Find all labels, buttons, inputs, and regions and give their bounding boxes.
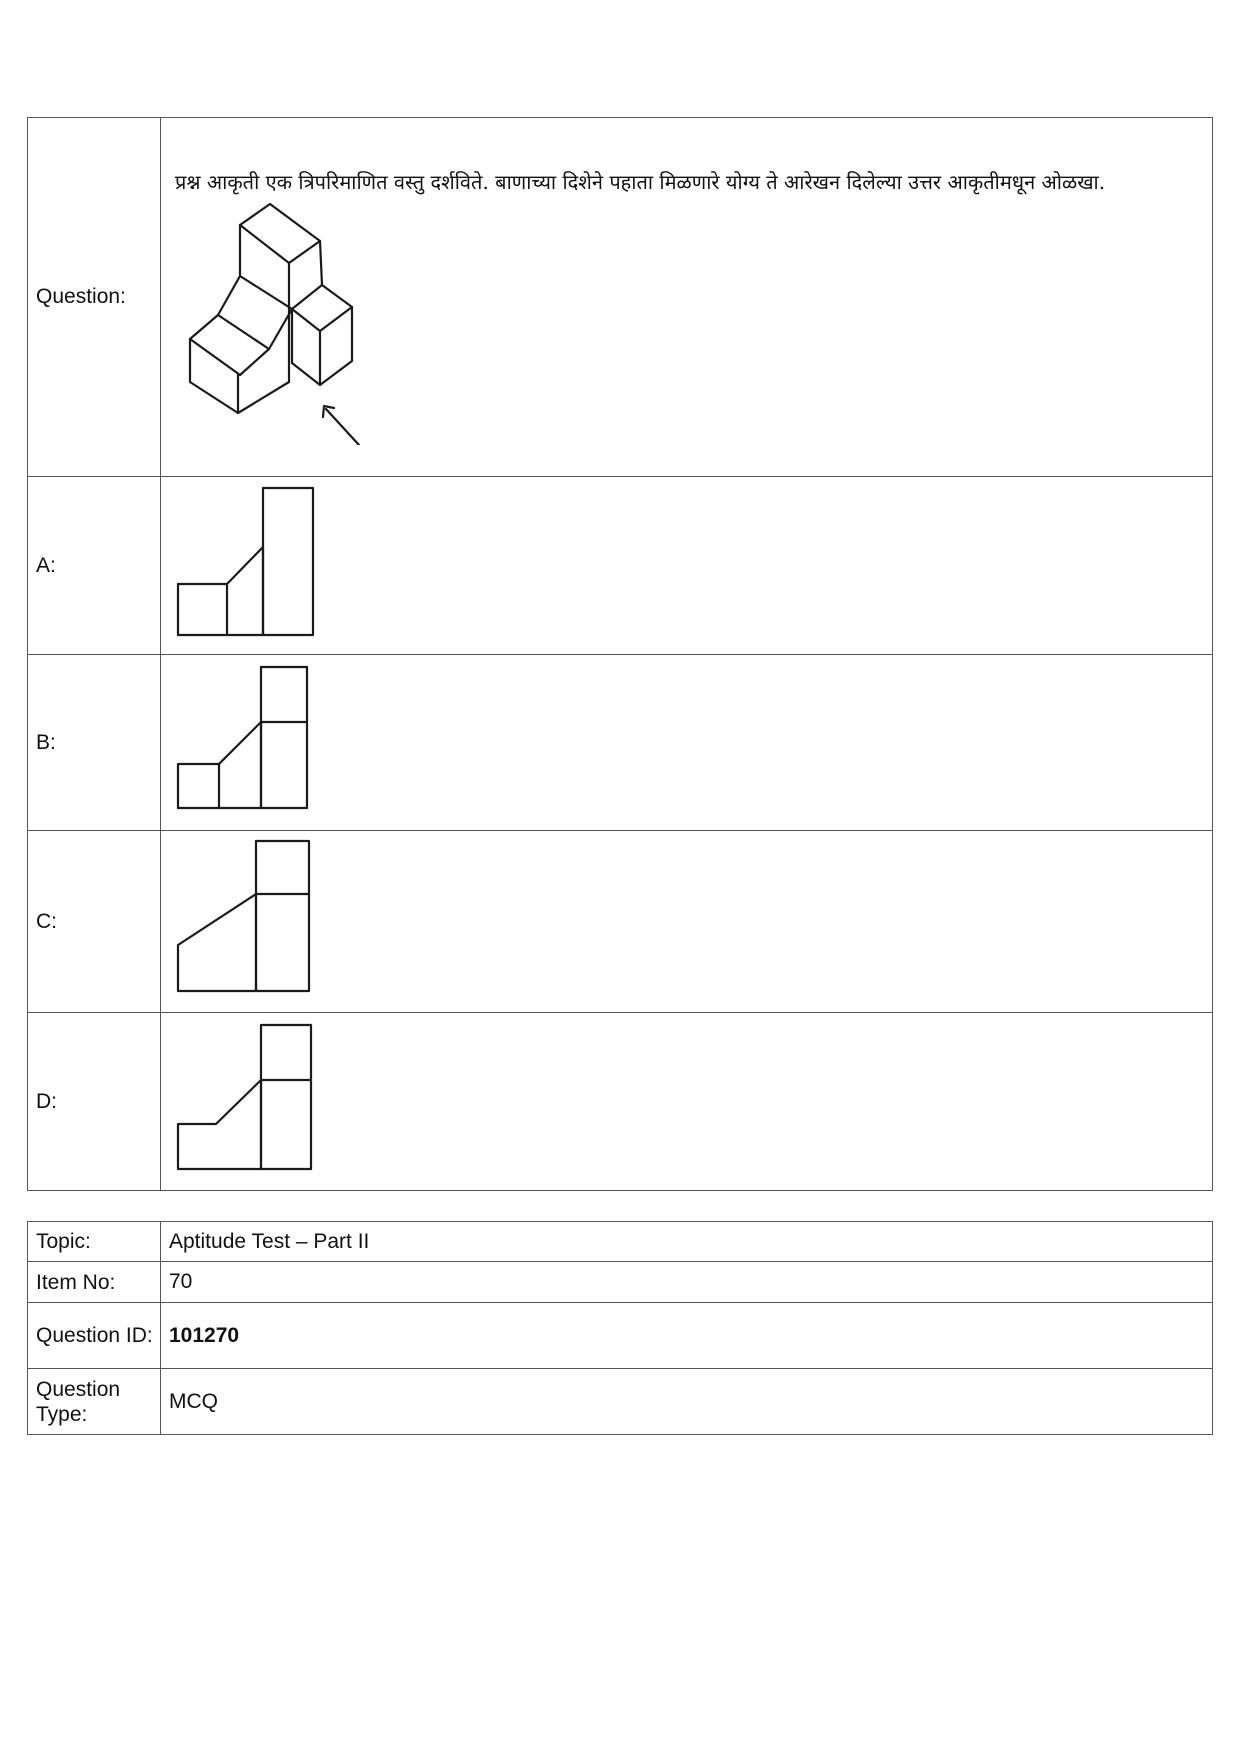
question-type-value: MCQ bbox=[161, 1369, 1213, 1435]
question-id-row bbox=[28, 1303, 1213, 1369]
item-no-label: Item No: bbox=[28, 1262, 161, 1303]
option-c-cell[interactable] bbox=[161, 831, 1213, 1013]
question-id-value: 101270 bbox=[161, 1303, 1213, 1369]
option-b-label: B: bbox=[28, 655, 161, 831]
question-type-label: Question Type: bbox=[28, 1369, 161, 1435]
option-a-figure-icon bbox=[161, 481, 361, 651]
option-c-label: C: bbox=[28, 831, 161, 1013]
question-label: Question: bbox=[28, 118, 161, 477]
option-a-cell[interactable] bbox=[161, 477, 1213, 655]
topic-value: Aptitude Test – Part II bbox=[161, 1222, 1213, 1262]
item-no-row bbox=[28, 1262, 1213, 1303]
question-row bbox=[28, 118, 1213, 477]
option-row-b bbox=[28, 655, 1213, 831]
option-d-label: D: bbox=[28, 1013, 161, 1191]
metadata-table bbox=[27, 1221, 1213, 1435]
option-b-cell[interactable] bbox=[161, 655, 1213, 831]
question-id-label: Question ID: bbox=[28, 1303, 161, 1369]
option-b-figure-icon bbox=[161, 658, 361, 828]
option-row-c bbox=[28, 831, 1213, 1013]
isometric-block-figure-icon bbox=[161, 200, 381, 445]
question-text: प्रश्न आकृती एक त्रिपरिमाणित वस्तु दर्शविते. बाणाच्या दिशेने पहाता मिळणारे योग्य ते आरेखन दिलेल्या उत्तर आकृतीमधून ओळखा. bbox=[175, 169, 1106, 194]
question-cell bbox=[161, 118, 1213, 477]
option-row-d bbox=[28, 1013, 1213, 1191]
option-row-a bbox=[28, 477, 1213, 655]
topic-row bbox=[28, 1222, 1213, 1262]
question-table bbox=[27, 117, 1213, 1191]
item-no-value: 70 bbox=[161, 1262, 1213, 1303]
question-type-row bbox=[28, 1369, 1213, 1435]
option-d-figure-icon bbox=[161, 1017, 361, 1187]
option-d-cell[interactable] bbox=[161, 1013, 1213, 1191]
option-c-figure-icon bbox=[161, 834, 361, 1009]
option-a-label: A: bbox=[28, 477, 161, 655]
topic-label: Topic: bbox=[28, 1222, 161, 1262]
